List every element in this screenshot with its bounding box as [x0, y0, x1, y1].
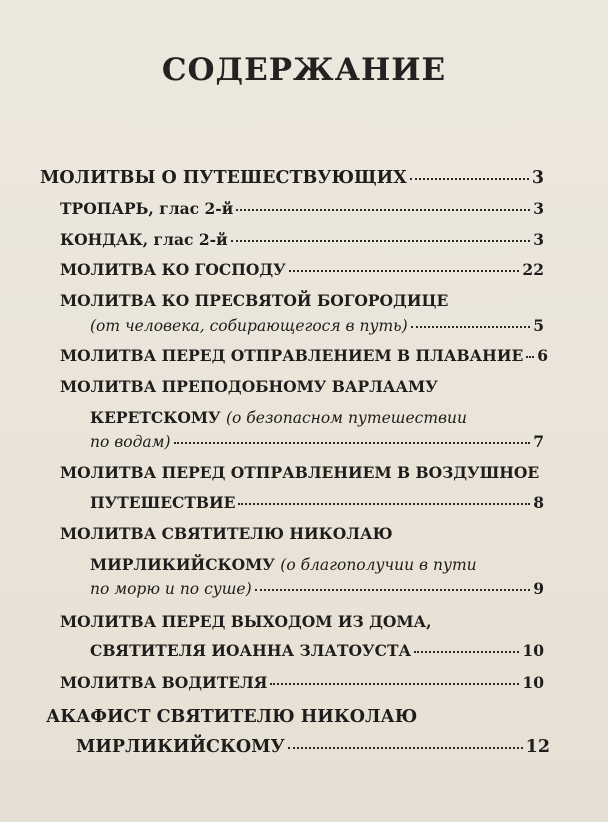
dot-leader [414, 651, 519, 653]
toc-entry-title-line2: МИРЛИКИЙСКОМУ [76, 737, 285, 757]
dot-leader [236, 209, 530, 211]
toc-entry-subtitle: (о безопасном путешествии [226, 409, 468, 427]
dot-leader [231, 240, 531, 242]
dot-leader [526, 356, 534, 358]
toc-entry-title: ТРОПАРЬ, глас 2-й [60, 199, 234, 218]
toc-entry[interactable] [90, 432, 544, 451]
toc-page-number: 7 [533, 432, 544, 451]
toc-entry-title: МОЛИТВА ВОДИТЕЛЯ [60, 673, 268, 692]
toc-entry[interactable] [40, 168, 544, 188]
toc-entry-title[interactable]: МОЛИТВА ПРЕПОДОБНОМУ ВАРЛААМУ [60, 377, 438, 396]
page-title: СОДЕРЖАНИЕ [161, 52, 447, 88]
toc-page-number: 3 [533, 199, 544, 218]
toc-page-number: 12 [525, 737, 550, 757]
toc-entry-title-line2: СВЯТИТЕЛЯ ИОАННА ЗЛАТОУСТА [90, 641, 412, 660]
toc-entry-subtitle: по водам) [90, 433, 171, 451]
toc-entry-subtitle: по морю и по суше) [90, 580, 252, 598]
toc-entry-subtitle: (от человека, собирающегося в путь) [90, 317, 408, 335]
toc-entry[interactable] [60, 230, 544, 249]
toc-page-number: 10 [522, 673, 544, 692]
toc-entry[interactable] [76, 737, 550, 757]
toc-page-number: 22 [522, 260, 544, 279]
toc-page-number: 10 [522, 641, 544, 660]
toc-entry-title-line2: ПУТЕШЕСТВИЕ [90, 493, 236, 512]
toc-entry-title[interactable]: МОЛИТВА ПЕРЕД ОТПРАВЛЕНИЕМ В ВОЗДУШНОЕ [60, 463, 540, 482]
toc-entry-title[interactable]: АКАФИСТ СВЯТИТЕЛЮ НИКОЛАЮ [46, 707, 418, 727]
dot-leader [288, 747, 523, 749]
toc-page-number: 3 [533, 230, 544, 249]
toc-page-number: 8 [533, 493, 544, 512]
dot-leader [410, 178, 529, 180]
toc-page-number: 3 [531, 168, 544, 188]
toc-entry[interactable] [60, 346, 549, 365]
toc-entry[interactable] [60, 673, 544, 692]
dot-leader [411, 326, 531, 328]
dot-leader [289, 270, 520, 272]
toc-entry-subtitle: (о благополучии в пути [280, 556, 477, 574]
toc-entry-title[interactable]: МОЛИТВА СВЯТИТЕЛЮ НИКОЛАЮ [60, 524, 393, 543]
toc-entry[interactable] [60, 199, 544, 218]
toc-entry[interactable] [90, 641, 544, 660]
dot-leader [174, 442, 531, 444]
toc-entry-title[interactable]: МОЛИТВА ПЕРЕД ВЫХОДОМ ИЗ ДОМА, [60, 612, 432, 631]
toc-entry[interactable] [90, 316, 544, 335]
toc-entry-title[interactable]: МОЛИТВА КО ПРЕСВЯТОЙ БОГОРОДИЦЕ [60, 291, 449, 310]
toc-entry-title-line2[interactable]: МИРЛИКИЙСКОМУ (о благополучии в пути [90, 555, 477, 574]
toc-entry-title: МОЛИТВА КО ГОСПОДУ [60, 260, 286, 279]
toc-entry[interactable] [90, 579, 544, 598]
dot-leader [238, 503, 530, 505]
dot-leader [270, 683, 519, 685]
toc-entry-title: МОЛИТВА ПЕРЕД ОТПРАВЛЕНИЕМ В ПЛАВАНИЕ [60, 346, 524, 365]
toc-page-number: 9 [533, 579, 544, 598]
toc-entry-title: МОЛИТВЫ О ПУТЕШЕСТВУЮЩИХ [40, 168, 407, 188]
toc-entry[interactable] [60, 260, 544, 279]
toc-entry-title: КОНДАК, глас 2-й [60, 230, 228, 249]
toc-page-number: 6 [537, 346, 549, 365]
toc-page-number: 5 [533, 316, 544, 335]
toc-entry-title-line2[interactable]: КЕРЕТСКОМУ (о безопасном путешествии [90, 408, 468, 427]
dot-leader [255, 589, 531, 591]
toc-entry[interactable] [90, 493, 544, 512]
